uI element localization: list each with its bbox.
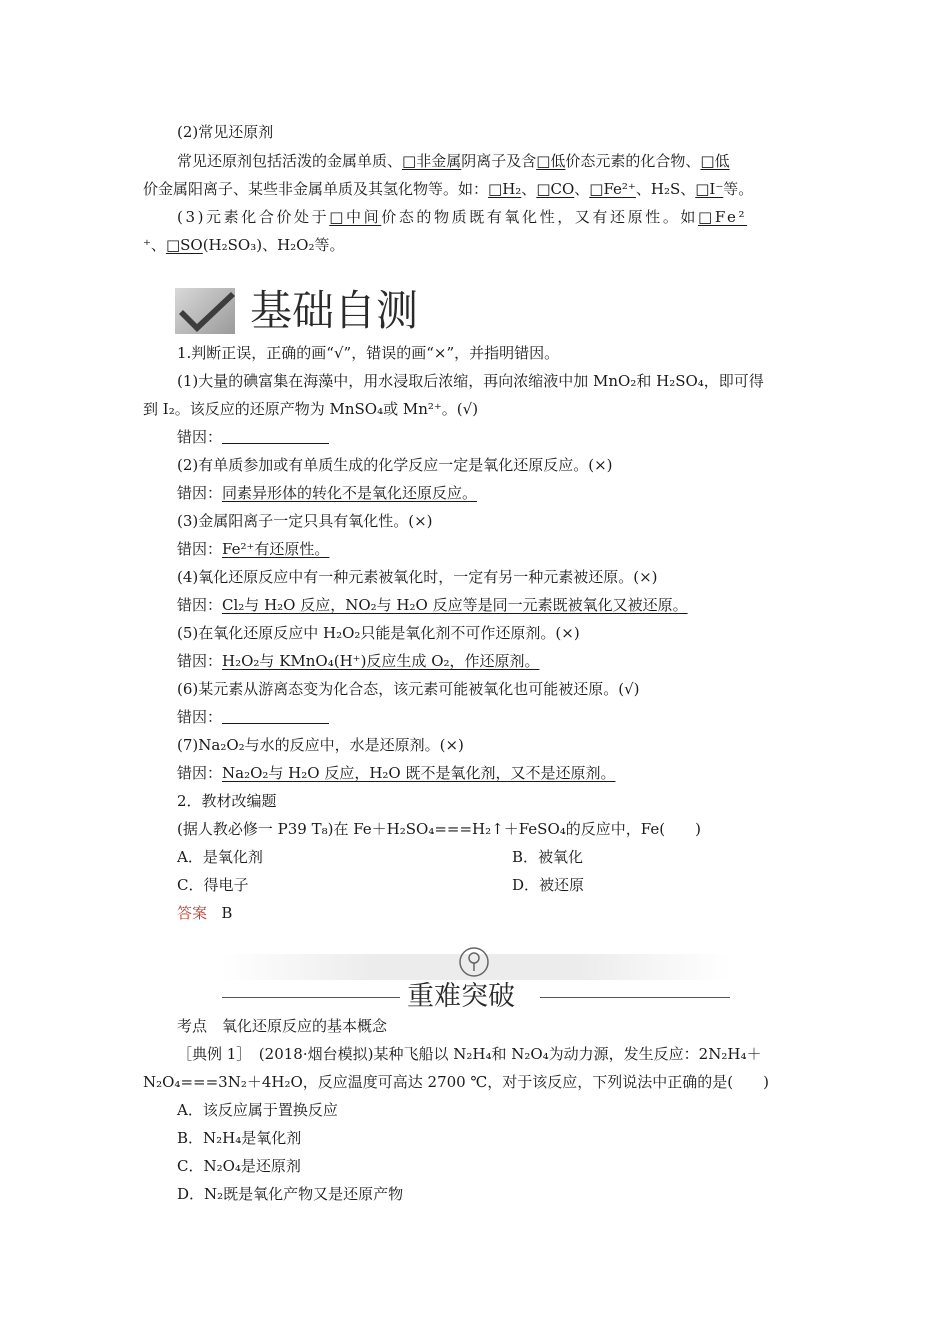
answer-value: B xyxy=(221,904,233,922)
text: 、 xyxy=(521,180,537,198)
text: 阴离子及含 xyxy=(461,152,537,170)
fill-blank: □低 xyxy=(700,152,730,170)
example-stem: ［典例 1］ (2018·烟台模拟)某种飞船以 N₂H₄和 N₂O₄为动力源，发生反应：2N₂H₄＋ xyxy=(177,1045,762,1063)
text: (H₂SO₃)、H₂O₂等。 xyxy=(202,236,345,254)
answer-blank xyxy=(222,429,329,444)
error-label: 错因： xyxy=(177,596,223,614)
text: 、 xyxy=(574,180,590,198)
answer-blank xyxy=(222,709,329,724)
error-label: 错因： xyxy=(177,484,223,502)
text: 、 xyxy=(150,236,166,254)
error-reason: Cl₂与 H₂O 反应，NO₂与 H₂O 反应等是同一元素既被氧化又被还原。 xyxy=(222,596,688,614)
text: 等。 xyxy=(723,180,754,198)
error-label: 错因： xyxy=(177,764,223,782)
fill-blank: □Fe²⁺ xyxy=(589,180,636,198)
text: 、H₂S、 xyxy=(635,180,696,198)
text: ⁺ xyxy=(143,236,151,254)
error-reason-line xyxy=(177,763,616,783)
paragraph-line xyxy=(143,235,344,255)
text: 常见还原剂包括活泼的金属单质、 xyxy=(177,152,403,170)
kaodian-label: 考点 氧化还原反应的基本概念 xyxy=(177,1017,388,1035)
section-title: 基础自测 xyxy=(250,286,419,335)
fill-blank: □中间 xyxy=(329,208,382,226)
option-c: C．得电子 xyxy=(177,876,249,894)
error-reason-line xyxy=(177,595,688,615)
example-option-c: C．N₂O₄是还原剂 xyxy=(177,1157,301,1175)
question-1-item-7: (7)Na₂O₂与水的反应中，水是还原剂。(×) xyxy=(177,736,464,754)
error-label: 错因： xyxy=(177,708,223,726)
fill-blank: □H₂ xyxy=(488,180,522,198)
error-reason-line xyxy=(177,707,329,727)
example-option-b: B．N₂H₄是氧化剂 xyxy=(177,1129,302,1147)
question-1-item-6: (6)某元素从游离态变为化合态，该元素可能被氧化也可能被还原。(√) xyxy=(177,680,640,698)
question-2: 2．教材改编题 xyxy=(177,792,277,810)
text: 价态的物质既有氧化性，又有还原性。如 xyxy=(381,208,699,226)
section-title: 重难突破 xyxy=(407,981,515,1012)
subheading-reducers: (2)常见还原剂 xyxy=(177,123,274,141)
fill-blank: □I⁻ xyxy=(695,180,724,198)
question-1: 1.判断正误，正确的画“√”，错误的画“×”，并指明错因。 xyxy=(177,344,560,362)
fill-blank: □CO xyxy=(536,180,575,198)
example-option-a: A．该反应属于置换反应 xyxy=(177,1101,338,1119)
question-1-item-1: (1)大量的碘富集在海藻中，用水浸取后浓缩，再向浓缩液中加 MnO₂和 H₂SO₄，即可得 xyxy=(177,372,764,390)
question-1-item-3: (3)金属阳离子一定只具有氧化性。(×) xyxy=(177,512,433,530)
error-reason: Na₂O₂与 H₂O 反应，H₂O 既不是氧化剂，又不是还原剂。 xyxy=(222,764,616,782)
text: 价态元素的化合物、 xyxy=(565,152,701,170)
question-1-item-1-cont: 到 I₂。该反应的还原产物为 MnSO₄或 Mn²⁺。(√) xyxy=(143,400,479,418)
question-1-item-2: (2)有单质参加或有单质生成的化学反应一定是氧化还原反应。(×) xyxy=(177,456,613,474)
question-2-stem: (据人教必修一 P39 T₈)在 Fe＋H₂SO₄===H₂↑＋FeSO₄的反应中，Fe( ) xyxy=(177,820,701,838)
fill-blank: □Fe² xyxy=(698,208,748,226)
option-a: A．是氧化剂 xyxy=(177,848,263,866)
error-reason-line xyxy=(177,539,329,559)
error-label: 错因： xyxy=(177,652,223,670)
section-header-key-points xyxy=(222,946,730,1016)
paragraph-line xyxy=(177,207,747,227)
option-d: D．被还原 xyxy=(512,876,585,894)
fill-blank: □SO xyxy=(165,236,203,254)
answer-label: 答案 xyxy=(177,904,208,922)
divider-right xyxy=(540,997,730,998)
fill-blank: □低 xyxy=(536,152,566,170)
lightbulb-icon xyxy=(458,946,490,978)
option-b: B．被氧化 xyxy=(512,848,584,866)
error-reason-line xyxy=(177,651,540,671)
error-reason: H₂O₂与 KMnO₄(H⁺)反应生成 O₂，作还原剂。 xyxy=(222,652,540,670)
error-reason-line xyxy=(177,427,329,447)
text: 价金属阳离子、某些非金属单质及其氢化物等。如： xyxy=(143,180,489,198)
example-option-d: D．N₂既是氧化产物又是还原产物 xyxy=(177,1185,404,1203)
fill-blank: □非金属 xyxy=(402,152,462,170)
error-reason-line xyxy=(177,483,477,503)
question-1-item-4: (4)氧化还原反应中有一种元素被氧化时，一定有另一种元素被还原。(×) xyxy=(177,568,658,586)
text: (3)元素化合价处于 xyxy=(177,208,330,226)
error-label: 错因： xyxy=(177,428,223,446)
question-1-item-5: (5)在氧化还原反应中 H₂O₂只能是氧化剂不可作还原剂。(×) xyxy=(177,624,580,642)
error-reason: Fe²⁺有还原性。 xyxy=(222,540,330,558)
divider-left xyxy=(222,997,400,998)
example-stem-cont: N₂O₄===3N₂＋4H₂O，反应温度可高达 2700 ℃，对于该反应，下列说法中正确的是( ) xyxy=(143,1073,769,1091)
checkmark-icon xyxy=(175,288,235,334)
error-reason: 同素异形体的转化不是氧化还原反应。 xyxy=(222,484,478,502)
answer-line xyxy=(177,903,232,923)
paragraph-line xyxy=(143,179,753,199)
error-label: 错因： xyxy=(177,540,223,558)
paragraph-line xyxy=(177,151,730,171)
